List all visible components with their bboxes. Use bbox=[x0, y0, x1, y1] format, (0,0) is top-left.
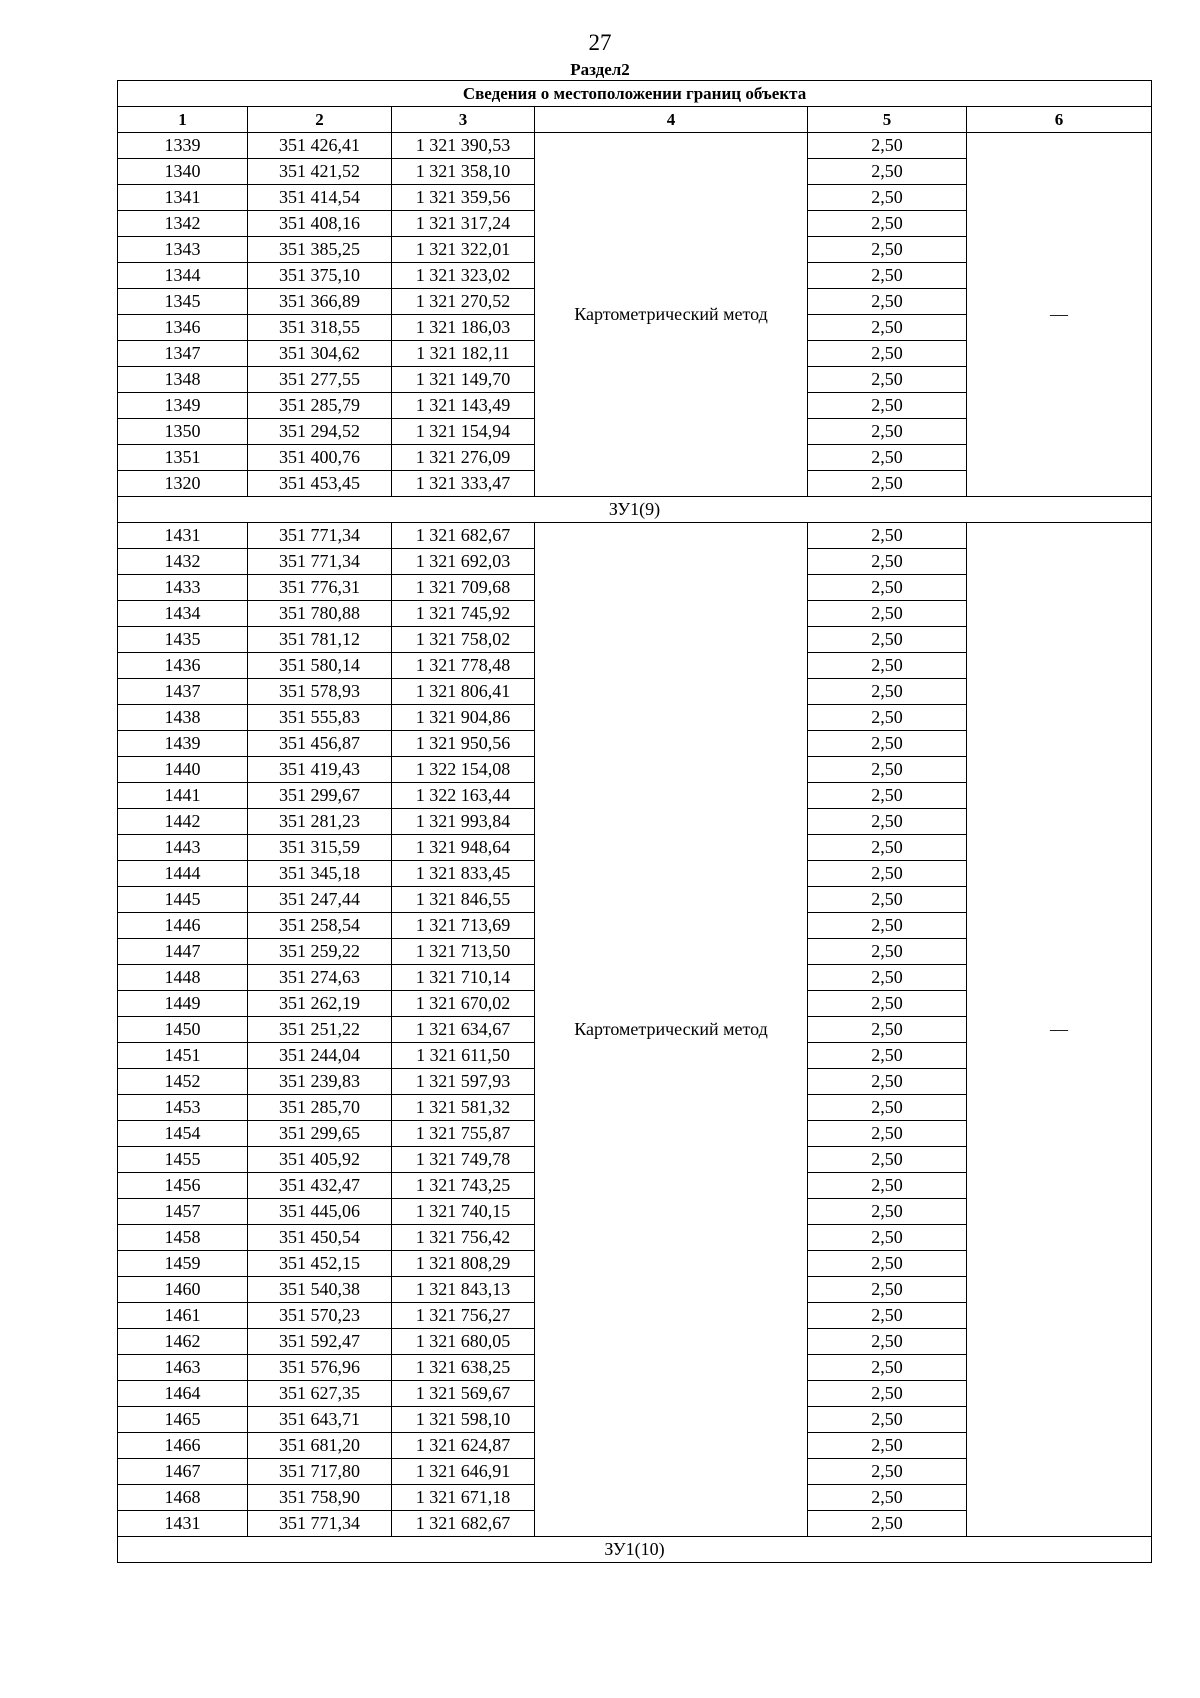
coordinate-x: 351 419,43 bbox=[248, 757, 392, 783]
point-number: 1451 bbox=[118, 1043, 248, 1069]
coordinate-y: 1 321 671,18 bbox=[392, 1485, 535, 1511]
coordinate-x: 351 400,76 bbox=[248, 445, 392, 471]
table-row bbox=[118, 523, 1152, 549]
coordinate-y: 1 321 358,10 bbox=[392, 159, 535, 185]
accuracy-value: 2,50 bbox=[808, 1225, 967, 1251]
coordinate-x: 351 385,25 bbox=[248, 237, 392, 263]
coordinate-y: 1 321 808,29 bbox=[392, 1251, 535, 1277]
point-number: 1346 bbox=[118, 315, 248, 341]
accuracy-value: 2,50 bbox=[808, 1121, 967, 1147]
point-number: 1459 bbox=[118, 1251, 248, 1277]
coordinate-x: 351 259,22 bbox=[248, 939, 392, 965]
description-cell: — bbox=[967, 523, 1152, 1537]
coordinate-y: 1 321 904,86 bbox=[392, 705, 535, 731]
coordinate-x: 351 405,92 bbox=[248, 1147, 392, 1173]
accuracy-value: 2,50 bbox=[808, 965, 967, 991]
coordinate-y: 1 321 778,48 bbox=[392, 653, 535, 679]
coordinate-y: 1 321 149,70 bbox=[392, 367, 535, 393]
point-number: 1448 bbox=[118, 965, 248, 991]
coordinate-x: 351 414,54 bbox=[248, 185, 392, 211]
coordinate-y: 1 321 710,14 bbox=[392, 965, 535, 991]
point-number: 1345 bbox=[118, 289, 248, 315]
coordinate-y: 1 321 390,53 bbox=[392, 133, 535, 159]
point-number: 1440 bbox=[118, 757, 248, 783]
point-number: 1457 bbox=[118, 1199, 248, 1225]
coordinate-y: 1 321 993,84 bbox=[392, 809, 535, 835]
coordinate-x: 351 274,63 bbox=[248, 965, 392, 991]
accuracy-value: 2,50 bbox=[808, 757, 967, 783]
accuracy-value: 2,50 bbox=[808, 523, 967, 549]
column-header-6: 6 bbox=[967, 107, 1152, 133]
coordinate-y: 1 321 270,52 bbox=[392, 289, 535, 315]
coordinate-x: 351 285,70 bbox=[248, 1095, 392, 1121]
point-number: 1433 bbox=[118, 575, 248, 601]
coordinate-x: 351 758,90 bbox=[248, 1485, 392, 1511]
coordinate-x: 351 294,52 bbox=[248, 419, 392, 445]
coordinate-x: 351 540,38 bbox=[248, 1277, 392, 1303]
coordinate-y: 1 321 581,32 bbox=[392, 1095, 535, 1121]
accuracy-value: 2,50 bbox=[808, 1433, 967, 1459]
coordinate-x: 351 627,35 bbox=[248, 1381, 392, 1407]
coordinate-x: 351 578,93 bbox=[248, 679, 392, 705]
point-number: 1342 bbox=[118, 211, 248, 237]
point-number: 1431 bbox=[118, 523, 248, 549]
point-number: 1444 bbox=[118, 861, 248, 887]
coordinate-y: 1 321 756,27 bbox=[392, 1303, 535, 1329]
coordinate-x: 351 452,15 bbox=[248, 1251, 392, 1277]
accuracy-value: 2,50 bbox=[808, 991, 967, 1017]
coordinate-y: 1 321 833,45 bbox=[392, 861, 535, 887]
coordinate-y: 1 321 843,13 bbox=[392, 1277, 535, 1303]
point-number: 1343 bbox=[118, 237, 248, 263]
point-number: 1432 bbox=[118, 549, 248, 575]
coordinate-y: 1 321 333,47 bbox=[392, 471, 535, 497]
coordinate-y: 1 322 163,44 bbox=[392, 783, 535, 809]
accuracy-value: 2,50 bbox=[808, 315, 967, 341]
accuracy-value: 2,50 bbox=[808, 549, 967, 575]
coordinate-x: 351 781,12 bbox=[248, 627, 392, 653]
coordinate-x: 351 456,87 bbox=[248, 731, 392, 757]
coordinate-x: 351 555,83 bbox=[248, 705, 392, 731]
coordinate-x: 351 239,83 bbox=[248, 1069, 392, 1095]
point-number: 1441 bbox=[118, 783, 248, 809]
coordinate-y: 1 321 359,56 bbox=[392, 185, 535, 211]
coordinate-x: 351 345,18 bbox=[248, 861, 392, 887]
accuracy-value: 2,50 bbox=[808, 133, 967, 159]
coordinate-x: 351 445,06 bbox=[248, 1199, 392, 1225]
point-number: 1320 bbox=[118, 471, 248, 497]
coordinate-x: 351 771,34 bbox=[248, 523, 392, 549]
point-number: 1437 bbox=[118, 679, 248, 705]
point-number: 1348 bbox=[118, 367, 248, 393]
accuracy-value: 2,50 bbox=[808, 1251, 967, 1277]
point-number: 1344 bbox=[118, 263, 248, 289]
accuracy-value: 2,50 bbox=[808, 1485, 967, 1511]
coordinate-x: 351 281,23 bbox=[248, 809, 392, 835]
point-number: 1351 bbox=[118, 445, 248, 471]
accuracy-value: 2,50 bbox=[808, 1095, 967, 1121]
point-number: 1434 bbox=[118, 601, 248, 627]
point-number: 1467 bbox=[118, 1459, 248, 1485]
coordinate-y: 1 321 186,03 bbox=[392, 315, 535, 341]
accuracy-value: 2,50 bbox=[808, 1199, 967, 1225]
point-number: 1435 bbox=[118, 627, 248, 653]
coordinate-y: 1 321 182,11 bbox=[392, 341, 535, 367]
column-header-1: 1 bbox=[118, 107, 248, 133]
point-number: 1456 bbox=[118, 1173, 248, 1199]
coordinate-x: 351 681,20 bbox=[248, 1433, 392, 1459]
coordinate-x: 351 408,16 bbox=[248, 211, 392, 237]
zone-label: ЗУ1(9) bbox=[118, 497, 1152, 523]
coordinate-y: 1 321 276,09 bbox=[392, 445, 535, 471]
coordinate-y: 1 321 154,94 bbox=[392, 419, 535, 445]
coordinate-y: 1 321 638,25 bbox=[392, 1355, 535, 1381]
accuracy-value: 2,50 bbox=[808, 939, 967, 965]
accuracy-value: 2,50 bbox=[808, 575, 967, 601]
point-number: 1442 bbox=[118, 809, 248, 835]
column-header-2: 2 bbox=[248, 107, 392, 133]
point-number: 1462 bbox=[118, 1329, 248, 1355]
point-number: 1460 bbox=[118, 1277, 248, 1303]
accuracy-value: 2,50 bbox=[808, 1017, 967, 1043]
column-header-3: 3 bbox=[392, 107, 535, 133]
point-number: 1350 bbox=[118, 419, 248, 445]
accuracy-value: 2,50 bbox=[808, 471, 967, 497]
accuracy-value: 2,50 bbox=[808, 601, 967, 627]
accuracy-value: 2,50 bbox=[808, 861, 967, 887]
coordinate-y: 1 321 756,42 bbox=[392, 1225, 535, 1251]
accuracy-value: 2,50 bbox=[808, 211, 967, 237]
coordinate-y: 1 321 709,68 bbox=[392, 575, 535, 601]
table-row bbox=[118, 133, 1152, 159]
coordinate-y: 1 321 692,03 bbox=[392, 549, 535, 575]
point-number: 1341 bbox=[118, 185, 248, 211]
point-number: 1464 bbox=[118, 1381, 248, 1407]
coordinate-x: 351 776,31 bbox=[248, 575, 392, 601]
point-number: 1438 bbox=[118, 705, 248, 731]
point-number: 1461 bbox=[118, 1303, 248, 1329]
coordinate-x: 351 453,45 bbox=[248, 471, 392, 497]
column-header-4: 4 bbox=[535, 107, 808, 133]
accuracy-value: 2,50 bbox=[808, 237, 967, 263]
coordinate-x: 351 258,54 bbox=[248, 913, 392, 939]
method-cell: Картометрический метод bbox=[535, 133, 808, 497]
accuracy-value: 2,50 bbox=[808, 445, 967, 471]
coordinate-x: 351 247,44 bbox=[248, 887, 392, 913]
coordinate-y: 1 321 317,24 bbox=[392, 211, 535, 237]
page-number: 27 bbox=[588, 30, 612, 55]
accuracy-value: 2,50 bbox=[808, 263, 967, 289]
accuracy-value: 2,50 bbox=[808, 289, 967, 315]
boundary-table-body bbox=[118, 81, 1152, 1563]
accuracy-value: 2,50 bbox=[808, 393, 967, 419]
point-number: 1454 bbox=[118, 1121, 248, 1147]
point-number: 1339 bbox=[118, 133, 248, 159]
table-header-row bbox=[118, 107, 1152, 133]
coordinate-x: 351 592,47 bbox=[248, 1329, 392, 1355]
accuracy-value: 2,50 bbox=[808, 913, 967, 939]
accuracy-value: 2,50 bbox=[808, 1303, 967, 1329]
column-header-5: 5 bbox=[808, 107, 967, 133]
point-number: 1450 bbox=[118, 1017, 248, 1043]
coordinate-y: 1 321 682,67 bbox=[392, 523, 535, 549]
point-number: 1463 bbox=[118, 1355, 248, 1381]
accuracy-value: 2,50 bbox=[808, 1173, 967, 1199]
coordinate-y: 1 321 569,67 bbox=[392, 1381, 535, 1407]
coordinate-x: 351 576,96 bbox=[248, 1355, 392, 1381]
point-number: 1436 bbox=[118, 653, 248, 679]
method-cell: Картометрический метод bbox=[535, 523, 808, 1537]
coordinate-x: 351 717,80 bbox=[248, 1459, 392, 1485]
coordinate-x: 351 315,59 bbox=[248, 835, 392, 861]
coordinate-y: 1 321 745,92 bbox=[392, 601, 535, 627]
coordinate-y: 1 321 755,87 bbox=[392, 1121, 535, 1147]
accuracy-value: 2,50 bbox=[808, 627, 967, 653]
coordinate-y: 1 321 323,02 bbox=[392, 263, 535, 289]
coordinate-y: 1 321 611,50 bbox=[392, 1043, 535, 1069]
point-number: 1431 bbox=[118, 1511, 248, 1537]
coordinate-y: 1 321 143,49 bbox=[392, 393, 535, 419]
coordinate-y: 1 321 713,69 bbox=[392, 913, 535, 939]
coordinate-x: 351 244,04 bbox=[248, 1043, 392, 1069]
point-number: 1468 bbox=[118, 1485, 248, 1511]
accuracy-value: 2,50 bbox=[808, 809, 967, 835]
point-number: 1349 bbox=[118, 393, 248, 419]
coordinate-x: 351 318,55 bbox=[248, 315, 392, 341]
coordinate-x: 351 421,52 bbox=[248, 159, 392, 185]
coordinate-y: 1 321 713,50 bbox=[392, 939, 535, 965]
accuracy-value: 2,50 bbox=[808, 887, 967, 913]
coordinate-y: 1 321 624,87 bbox=[392, 1433, 535, 1459]
coordinate-y: 1 321 598,10 bbox=[392, 1407, 535, 1433]
accuracy-value: 2,50 bbox=[808, 1381, 967, 1407]
point-number: 1466 bbox=[118, 1433, 248, 1459]
description-cell: — bbox=[967, 133, 1152, 497]
accuracy-value: 2,50 bbox=[808, 679, 967, 705]
coordinate-y: 1 321 806,41 bbox=[392, 679, 535, 705]
point-number: 1443 bbox=[118, 835, 248, 861]
point-number: 1439 bbox=[118, 731, 248, 757]
accuracy-value: 2,50 bbox=[808, 1407, 967, 1433]
coordinate-x: 351 304,62 bbox=[248, 341, 392, 367]
point-number: 1465 bbox=[118, 1407, 248, 1433]
accuracy-value: 2,50 bbox=[808, 1069, 967, 1095]
accuracy-value: 2,50 bbox=[808, 367, 967, 393]
coordinate-x: 351 299,67 bbox=[248, 783, 392, 809]
coordinate-y: 1 321 670,02 bbox=[392, 991, 535, 1017]
coordinate-x: 351 580,14 bbox=[248, 653, 392, 679]
coordinate-x: 351 299,65 bbox=[248, 1121, 392, 1147]
accuracy-value: 2,50 bbox=[808, 1511, 967, 1537]
coordinate-x: 351 771,34 bbox=[248, 1511, 392, 1537]
coordinate-x: 351 426,41 bbox=[248, 133, 392, 159]
coordinate-y: 1 321 948,64 bbox=[392, 835, 535, 861]
coordinate-x: 351 643,71 bbox=[248, 1407, 392, 1433]
coordinate-y: 1 321 950,56 bbox=[392, 731, 535, 757]
coordinate-y: 1 321 322,01 bbox=[392, 237, 535, 263]
coordinate-x: 351 366,89 bbox=[248, 289, 392, 315]
coordinate-y: 1 321 646,91 bbox=[392, 1459, 535, 1485]
accuracy-value: 2,50 bbox=[808, 1043, 967, 1069]
accuracy-value: 2,50 bbox=[808, 783, 967, 809]
table-title-row bbox=[118, 81, 1152, 107]
point-number: 1452 bbox=[118, 1069, 248, 1095]
coordinate-y: 1 321 634,67 bbox=[392, 1017, 535, 1043]
accuracy-value: 2,50 bbox=[808, 341, 967, 367]
section-title: Раздел2 bbox=[570, 60, 630, 79]
point-number: 1458 bbox=[118, 1225, 248, 1251]
accuracy-value: 2,50 bbox=[808, 1329, 967, 1355]
coordinate-x: 351 771,34 bbox=[248, 549, 392, 575]
accuracy-value: 2,50 bbox=[808, 731, 967, 757]
accuracy-value: 2,50 bbox=[808, 705, 967, 731]
point-number: 1347 bbox=[118, 341, 248, 367]
accuracy-value: 2,50 bbox=[808, 1459, 967, 1485]
zone-label-row bbox=[118, 497, 1152, 523]
coordinate-y: 1 321 597,93 bbox=[392, 1069, 535, 1095]
point-number: 1449 bbox=[118, 991, 248, 1017]
coordinate-y: 1 321 680,05 bbox=[392, 1329, 535, 1355]
accuracy-value: 2,50 bbox=[808, 1355, 967, 1381]
point-number: 1446 bbox=[118, 913, 248, 939]
coordinate-y: 1 321 758,02 bbox=[392, 627, 535, 653]
coordinate-x: 351 251,22 bbox=[248, 1017, 392, 1043]
coordinate-x: 351 262,19 bbox=[248, 991, 392, 1017]
accuracy-value: 2,50 bbox=[808, 159, 967, 185]
accuracy-value: 2,50 bbox=[808, 185, 967, 211]
coordinate-x: 351 780,88 bbox=[248, 601, 392, 627]
coordinate-x: 351 432,47 bbox=[248, 1173, 392, 1199]
coordinate-y: 1 321 740,15 bbox=[392, 1199, 535, 1225]
coordinate-y: 1 321 743,25 bbox=[392, 1173, 535, 1199]
coordinate-y: 1 322 154,08 bbox=[392, 757, 535, 783]
coordinate-x: 351 450,54 bbox=[248, 1225, 392, 1251]
point-number: 1445 bbox=[118, 887, 248, 913]
accuracy-value: 2,50 bbox=[808, 419, 967, 445]
point-number: 1455 bbox=[118, 1147, 248, 1173]
accuracy-value: 2,50 bbox=[808, 653, 967, 679]
point-number: 1340 bbox=[118, 159, 248, 185]
accuracy-value: 2,50 bbox=[808, 835, 967, 861]
boundary-table bbox=[117, 80, 1152, 1563]
point-number: 1447 bbox=[118, 939, 248, 965]
coordinate-x: 351 375,10 bbox=[248, 263, 392, 289]
zone-label-row bbox=[118, 1537, 1152, 1563]
coordinate-x: 351 570,23 bbox=[248, 1303, 392, 1329]
accuracy-value: 2,50 bbox=[808, 1147, 967, 1173]
point-number: 1453 bbox=[118, 1095, 248, 1121]
coordinate-y: 1 321 749,78 bbox=[392, 1147, 535, 1173]
coordinate-y: 1 321 846,55 bbox=[392, 887, 535, 913]
coordinate-x: 351 285,79 bbox=[248, 393, 392, 419]
coordinate-y: 1 321 682,67 bbox=[392, 1511, 535, 1537]
accuracy-value: 2,50 bbox=[808, 1277, 967, 1303]
zone-label: ЗУ1(10) bbox=[118, 1537, 1152, 1563]
table-title: Сведения о местоположении границ объекта bbox=[118, 81, 1152, 107]
coordinate-x: 351 277,55 bbox=[248, 367, 392, 393]
